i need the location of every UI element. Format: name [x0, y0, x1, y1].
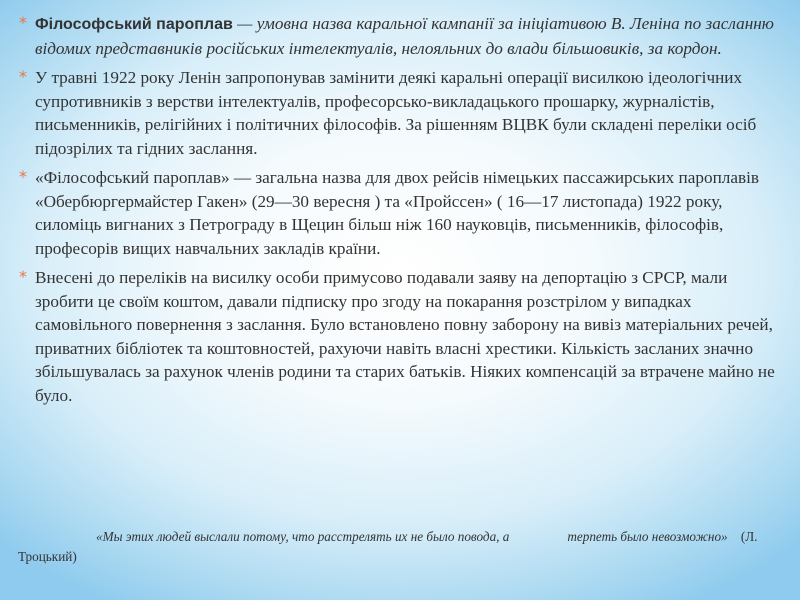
quote-author: (Л. Троцький) — [18, 529, 758, 564]
bullet-text: У травні 1922 року Ленін запропонував замінити деякі каральні операції висилкою ідеологічних супротивників з верстви інтелектуалів, професорсько-викладацького прошарку, журналістів, письменників, релігійних і політичних філософів. За рішенням ВЦВК були складені переліки осіб підозрілих та гідних заслання. — [35, 68, 757, 158]
bullet-item — [18, 66, 778, 160]
quote-block — [18, 527, 778, 567]
asterisk-bullet-icon: * — [19, 167, 27, 186]
asterisk-bullet-icon: * — [19, 67, 27, 86]
bullet-item — [18, 266, 778, 407]
bullet-list — [18, 12, 778, 413]
bullet-definition: — умовна назва каральної кампанії за ініціативою В. Леніна по засланню відомих представників російських інтелектуалів, нелояльних до влади більшовиків, за кордон. — [35, 14, 774, 58]
asterisk-bullet-icon: * — [19, 267, 27, 286]
quote-text-part2: терпеть было невозможно» — [567, 529, 728, 544]
bullet-item — [18, 12, 778, 60]
bullet-text: «Філософський пароплав» — загальна назва для двох рейсів німецьких пассажирських пароплавів «Обербюргермайстер Гакен» (29—30 вересня ) та «Пройссен» ( 16—17 листопада) 1922 року, силоміць вигнаних з Петрограду в Щецин більш ніж 160 науковців, письменників, філософів, професорів вищих навчальних закладів країни. — [35, 168, 759, 258]
asterisk-bullet-icon: * — [19, 13, 27, 32]
quote-text-part1: «Мы этих людей выслали потому, что расстрелять их не было повода, а — [96, 529, 510, 544]
bullet-text: Внесені до переліків на висилку особи примусово подавали заяву на депортацію з СРСР, мали зробити це своїм коштом, давали підписку про згоду на покарання розстрілом у випадках самовільного повернення з заслання. Було встановлено повну заборону на вивіз матеріальних речей, приватних бібліотек та коштовностей, рахуючи навіть власні хрестики. Кількість засланих значно збільшувалась за рахунок членів родини та старих батьків. Ніяких компенсацій за втрачене майно не було. — [35, 268, 775, 405]
bullet-lead-term: Філософський пароплав — [35, 16, 233, 33]
bullet-item — [18, 166, 778, 260]
